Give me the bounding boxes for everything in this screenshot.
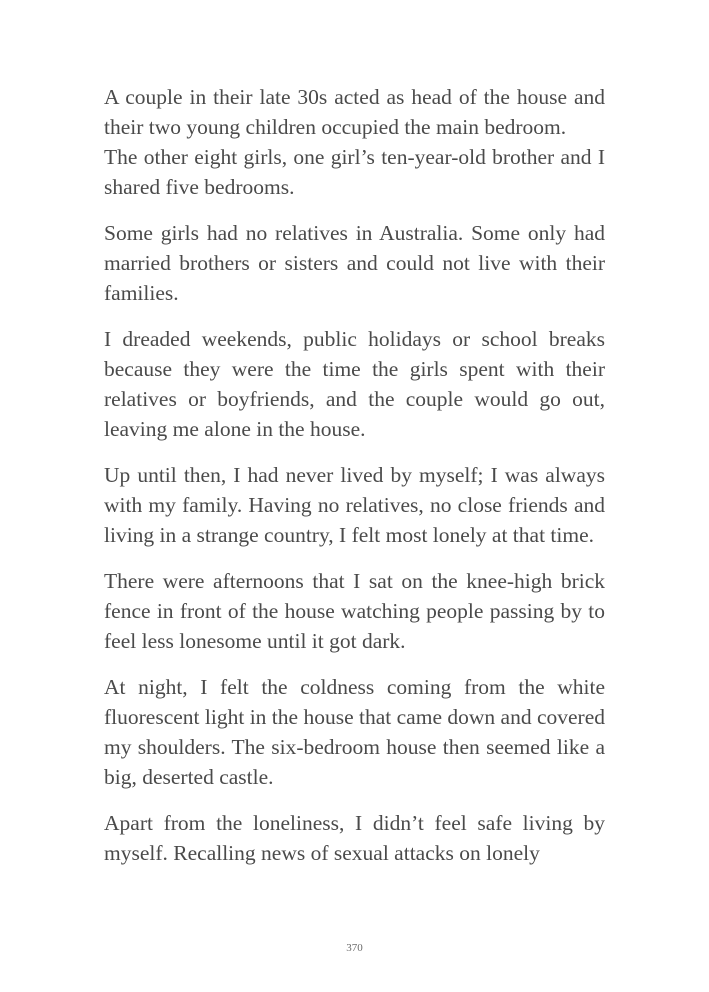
paragraph: A couple in their late 30s acted as head of the house and their two young children occupied the main bedroom. <box>104 85 605 139</box>
paragraph: Apart from the loneliness, I didn’t feel safe living by myself. Recalling news of sexual attacks on lonely <box>104 811 605 865</box>
paragraph: The other eight girls, one girl’s ten-year-old brother and I shared five bedrooms. <box>104 145 605 199</box>
page-body <box>104 82 605 884</box>
paragraph: Some girls had no relatives in Australia. Some only had married brothers or sisters and could not live with their families. <box>104 221 605 305</box>
paragraph: At night, I felt the coldness coming from the white fluorescent light in the house that came down and covered my shoulders. The six-bedroom house then seemed like a big, deserted castle. <box>104 675 605 789</box>
paragraph: There were afternoons that I sat on the knee-high brick fence in front of the house watching people passing by to feel less lonesome until it got dark. <box>104 569 605 653</box>
paragraph: Up until then, I had never lived by myself; I was always with my family. Having no relatives, no close friends and living in a strange country, I felt most lonely at that time. <box>104 463 605 547</box>
page-number: 370 <box>346 942 363 954</box>
paragraph: I dreaded weekends, public holidays or school breaks because they were the time the girls spent with their relatives or boyfriends, and the couple would go out, leaving me alone in the house. <box>104 327 605 441</box>
